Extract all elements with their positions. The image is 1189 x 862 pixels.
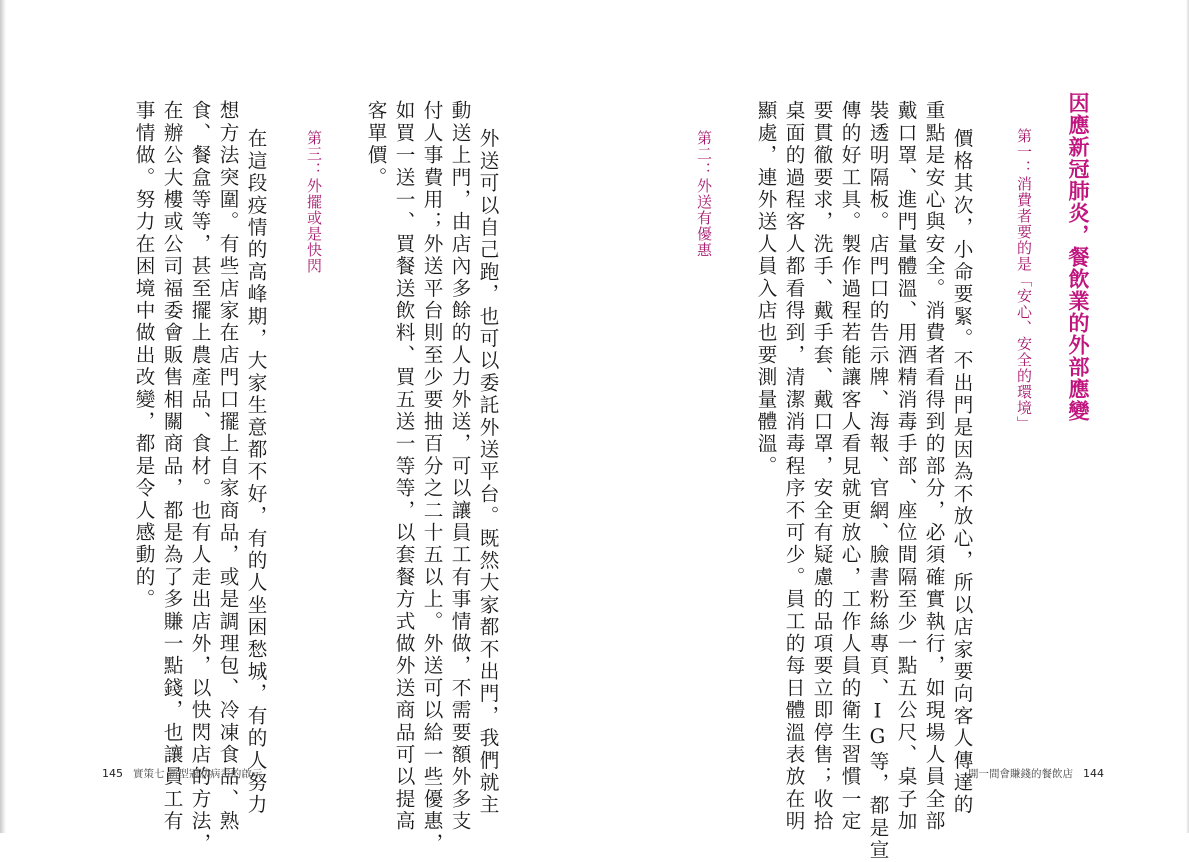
paragraph-1-line-1: 價格其次，小命要緊。不出門是因為不放心，所以店家要向客人傳達的 [950,128,973,817]
page-number-right: 144 [1083,767,1104,780]
section-subheading-3: 第三：外擺或是快閃 [305,130,323,274]
running-footer-left: 實策七 新型冠狀病毒的啟示 [133,768,263,780]
paragraph-3-line-5: 事情做。努力在困境中做出改變，都是令人感動的。 [132,100,155,611]
paragraph-2-line-1: 外送可以自己跑，也可以委託外送平台。既然大家都不出門，我們就主 [476,128,499,817]
paragraph-1-line-5: 傳的好工具。製作過程若能讓客人看見就更放心，工作人員的衛生習慣一定 [838,100,861,833]
paragraph-2-line-2: 動送上門，由店內多餘的人力外送，可以讓員工有事情做，不需要額外多支 [448,100,471,833]
chapter-heading: 因應新冠肺炎，餐飲業的外部應變 [1066,92,1090,422]
paragraph-3-line-1: 在這段疫情的高峰期，大家生意都不好，有的人坐困愁城，有的人努力 [244,128,267,817]
section-subheading-1: 第一：消費者要的是「安心、安全的環境」 [1015,128,1033,432]
paragraph-1-line-3: 戴口罩、進門量體溫、用酒精消毒手部、座位間隔至少一點五公尺、桌子加 [894,100,917,833]
paragraph-1-line-6: 要貫徹要求，洗手、戴手套、戴口罩，安全有疑慮的品項要立即停售；收拾 [810,100,833,833]
page-number-left: 145 [102,767,123,780]
page-edge-shadow [0,0,6,833]
left-page-footer [92,766,262,781]
paragraph-1-line-8: 顯處，連外送人員入店也要測量體溫。 [754,100,777,478]
running-footer-right: 開一間會賺錢的餐飲店 [968,768,1073,780]
paragraph-2-line-4: 如買一送一、買餐送飲料、買五送一等等，以套餐方式做外送商品可以提高 [392,100,415,833]
paragraph-1-line-7: 桌面的過程客人都看得到，清潔消毒程序不可少。員工的每日體溫表放在明 [782,100,805,833]
paragraph-2-line-3: 付人事費用；外送平台則至少要抽百分之二十五以上。外送可以給一些優惠， [420,100,443,855]
paragraph-1-line-2: 重點是安心與安全。消費者看得到的部分，必須確實執行，如現場人員全部 [922,100,945,833]
section-subheading-2: 第二：外送有優惠 [695,130,713,258]
paragraph-3-line-2: 想方法突圍。有些店家在店門口擺上自家商品，或是調理包、冷凍食品、熟 [216,100,239,833]
paragraph-1-line-4: 裝透明隔板。店門口的告示牌、海報、官網、臉書粉絲專頁、IG等，都是宣 [866,100,889,862]
right-page-footer [968,766,1114,781]
paragraph-3-line-4: 在辦公大樓或公司福委會販售相關商品，都是為了多賺一點錢，也讓員工有 [160,100,183,833]
paragraph-2-line-5: 客單價。 [364,100,387,189]
paragraph-3-line-3: 食、餐盒等等，甚至擺上農產品、食材。也有人走出店外，以快閃店的方法， [188,100,211,855]
